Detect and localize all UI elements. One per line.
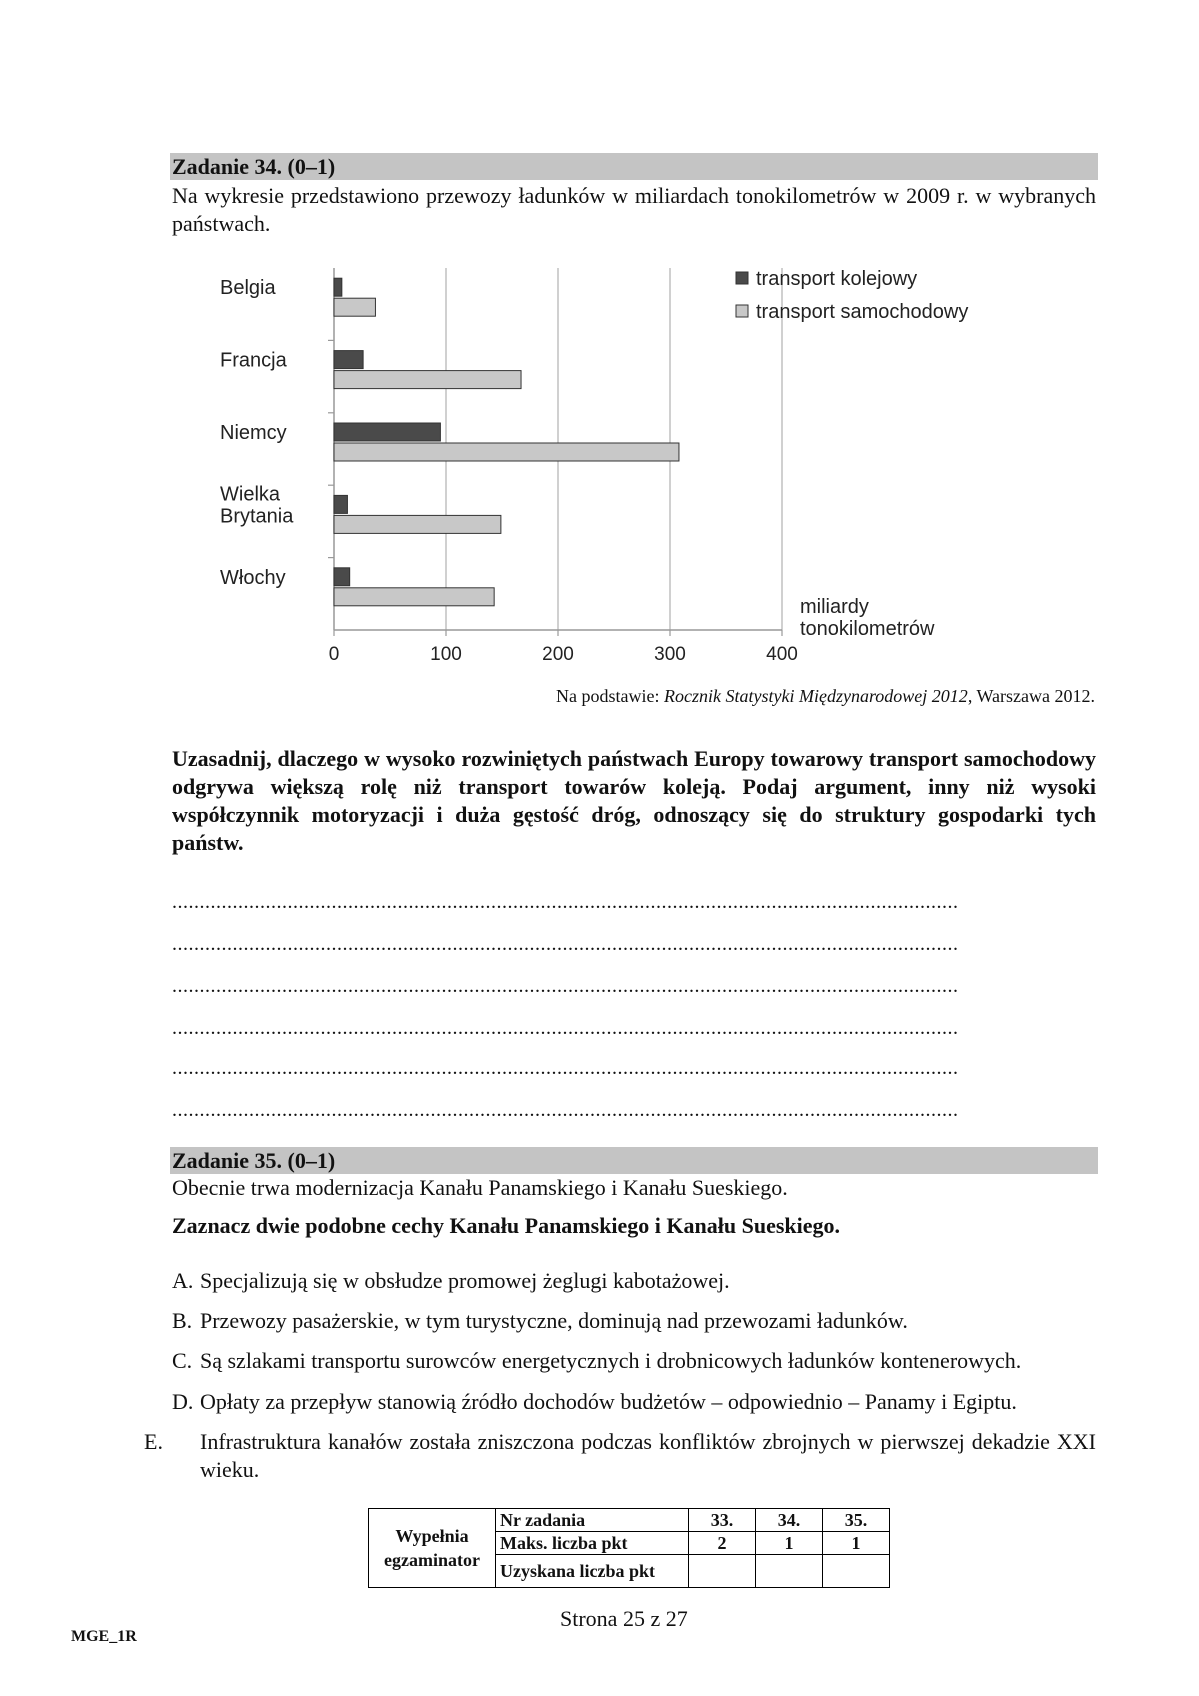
bar-rail xyxy=(334,423,440,441)
answer-line[interactable]: ............................................................................................................................................... xyxy=(172,976,959,996)
x-tick-label: 400 xyxy=(766,644,798,665)
x-axis-label-line: miliardy xyxy=(800,596,869,618)
option-letter: E. xyxy=(144,1429,163,1454)
score-label-line1: Wypełnia xyxy=(395,1526,469,1546)
x-tick-label: 0 xyxy=(328,644,340,665)
bar-road xyxy=(334,371,521,389)
bar-rail xyxy=(334,495,347,513)
answer-line[interactable]: ............................................................................................................................................... xyxy=(172,934,959,954)
row-label-max-points: Maks. liczba pkt xyxy=(496,1532,689,1555)
freight-bar-chart xyxy=(200,260,1080,680)
option-text: Przewozy pasażerskie, w tym turystyczne, dominują nad przewozami ładunków. xyxy=(200,1308,908,1333)
task-number-cell: 35. xyxy=(823,1509,890,1532)
option-text: Są szlakami transportu surowców energetycznych i drobnicowych ładunków kontenerowych. xyxy=(200,1348,1022,1373)
option-text: Opłaty za przepływ stanowią źródło dochodów budżetów – odpowiednio – Panamy i Egiptu. xyxy=(200,1389,1017,1414)
bar-road xyxy=(334,515,501,533)
task-34-header: Zadanie 34. (0–1) xyxy=(170,153,1098,180)
legend-label: transport samochodowy xyxy=(756,301,969,323)
exam-code: MGE_1R xyxy=(71,1628,137,1645)
task-34-intro: Na wykresie przedstawiono przewozy ładunków w miliardach tonokilometrów w 2009 r. w wybranych państwach. xyxy=(172,183,1096,236)
answer-line[interactable]: ............................................................................................................................................... xyxy=(172,1018,959,1038)
option-letter: B. xyxy=(172,1308,193,1333)
option-c[interactable] xyxy=(172,1347,1096,1375)
row-label-task-number: Nr zadania xyxy=(496,1509,689,1532)
chart-x-axis-label xyxy=(800,596,935,640)
max-points-cell: 1 xyxy=(756,1532,823,1555)
bar-road xyxy=(334,588,494,606)
x-tick-label: 300 xyxy=(654,644,686,665)
task-35-intro: Obecnie trwa modernizacja Kanału Panamskiego i Kanału Sueskiego. xyxy=(172,1175,788,1200)
task-35-instruction: Zaznacz dwie podobne cechy Kanału Panamskiego i Kanału Sueskiego. xyxy=(172,1213,841,1238)
x-axis-label-line: tonokilometrów xyxy=(800,618,935,640)
answer-line[interactable]: ............................................................................................................................................... xyxy=(172,1100,959,1120)
category-label: Francja xyxy=(220,349,287,372)
option-b[interactable] xyxy=(172,1307,1096,1335)
category-label: Niemcy xyxy=(220,422,287,444)
category-label: Wielka Brytania xyxy=(220,483,294,528)
x-tick-label: 200 xyxy=(542,644,574,665)
option-e[interactable] xyxy=(144,1428,1096,1484)
answer-line[interactable]: ............................................................................................................................................... xyxy=(172,892,959,912)
task-35-header: Zadanie 35. (0–1) xyxy=(170,1147,1098,1174)
x-tick-label: 100 xyxy=(430,644,462,665)
answer-line[interactable]: ............................................................................................................................................... xyxy=(172,1058,959,1078)
chart-source xyxy=(556,686,1095,707)
category-label: Włochy xyxy=(220,566,286,589)
task-number-cell: 34. xyxy=(756,1509,823,1532)
bar-road xyxy=(334,298,375,316)
legend-swatch xyxy=(736,305,748,317)
task-34-question: Uzasadnij, dlaczego w wysoko rozwiniętych państwach Europy towarowy transport samochodowy odgrywa większą rolę niż transport towarów koleją. Podaj argument, inny niż wysoki współczynnik motoryzacji i duża gęstość dróg, odnoszący się do struktury gospodarki tych państw. xyxy=(172,746,1096,855)
legend-swatch xyxy=(736,272,748,284)
max-points-cell: 2 xyxy=(689,1532,756,1555)
score-table-label xyxy=(369,1509,496,1588)
category-label: Belgia xyxy=(220,277,276,300)
obtained-points-cell[interactable] xyxy=(756,1555,823,1588)
row-label-obtained-points: Uzyskana liczba pkt xyxy=(496,1555,689,1588)
score-label-line2: egzaminator xyxy=(384,1550,480,1570)
option-text: Specjalizują się w obsłudze promowej żeglugi kabotażowej. xyxy=(200,1268,730,1293)
chart-category-labels xyxy=(220,277,294,589)
option-letter: A. xyxy=(172,1268,194,1293)
legend-label: transport kolejowy xyxy=(756,268,918,290)
option-letter: C. xyxy=(172,1348,193,1373)
bar-rail xyxy=(334,568,350,586)
source-title: Rocznik Statystyki Międzynarodowej 2012 xyxy=(664,686,968,706)
option-text: Infrastruktura kanałów została zniszczona podczas konfliktów zbrojnych w pierwszej dekadzie XXI wieku. xyxy=(200,1429,1096,1482)
task-number-cell: 33. xyxy=(689,1509,756,1532)
score-table xyxy=(368,1508,890,1588)
option-d[interactable] xyxy=(172,1388,1096,1416)
obtained-points-cell[interactable] xyxy=(823,1555,890,1588)
chart-legend xyxy=(736,268,968,323)
bar-road xyxy=(334,443,679,461)
bar-rail xyxy=(334,351,363,369)
page-number: Strona 25 z 27 xyxy=(560,1606,688,1631)
max-points-cell: 1 xyxy=(823,1532,890,1555)
source-prefix: Na podstawie: xyxy=(556,686,665,706)
option-a[interactable] xyxy=(172,1267,1096,1295)
chart-bars xyxy=(334,278,679,606)
obtained-points-cell[interactable] xyxy=(689,1555,756,1588)
source-suffix: , Warszawa 2012. xyxy=(967,686,1095,706)
chart-tick-labels xyxy=(329,644,798,665)
option-letter: D. xyxy=(172,1389,194,1414)
bar-rail xyxy=(334,278,342,296)
